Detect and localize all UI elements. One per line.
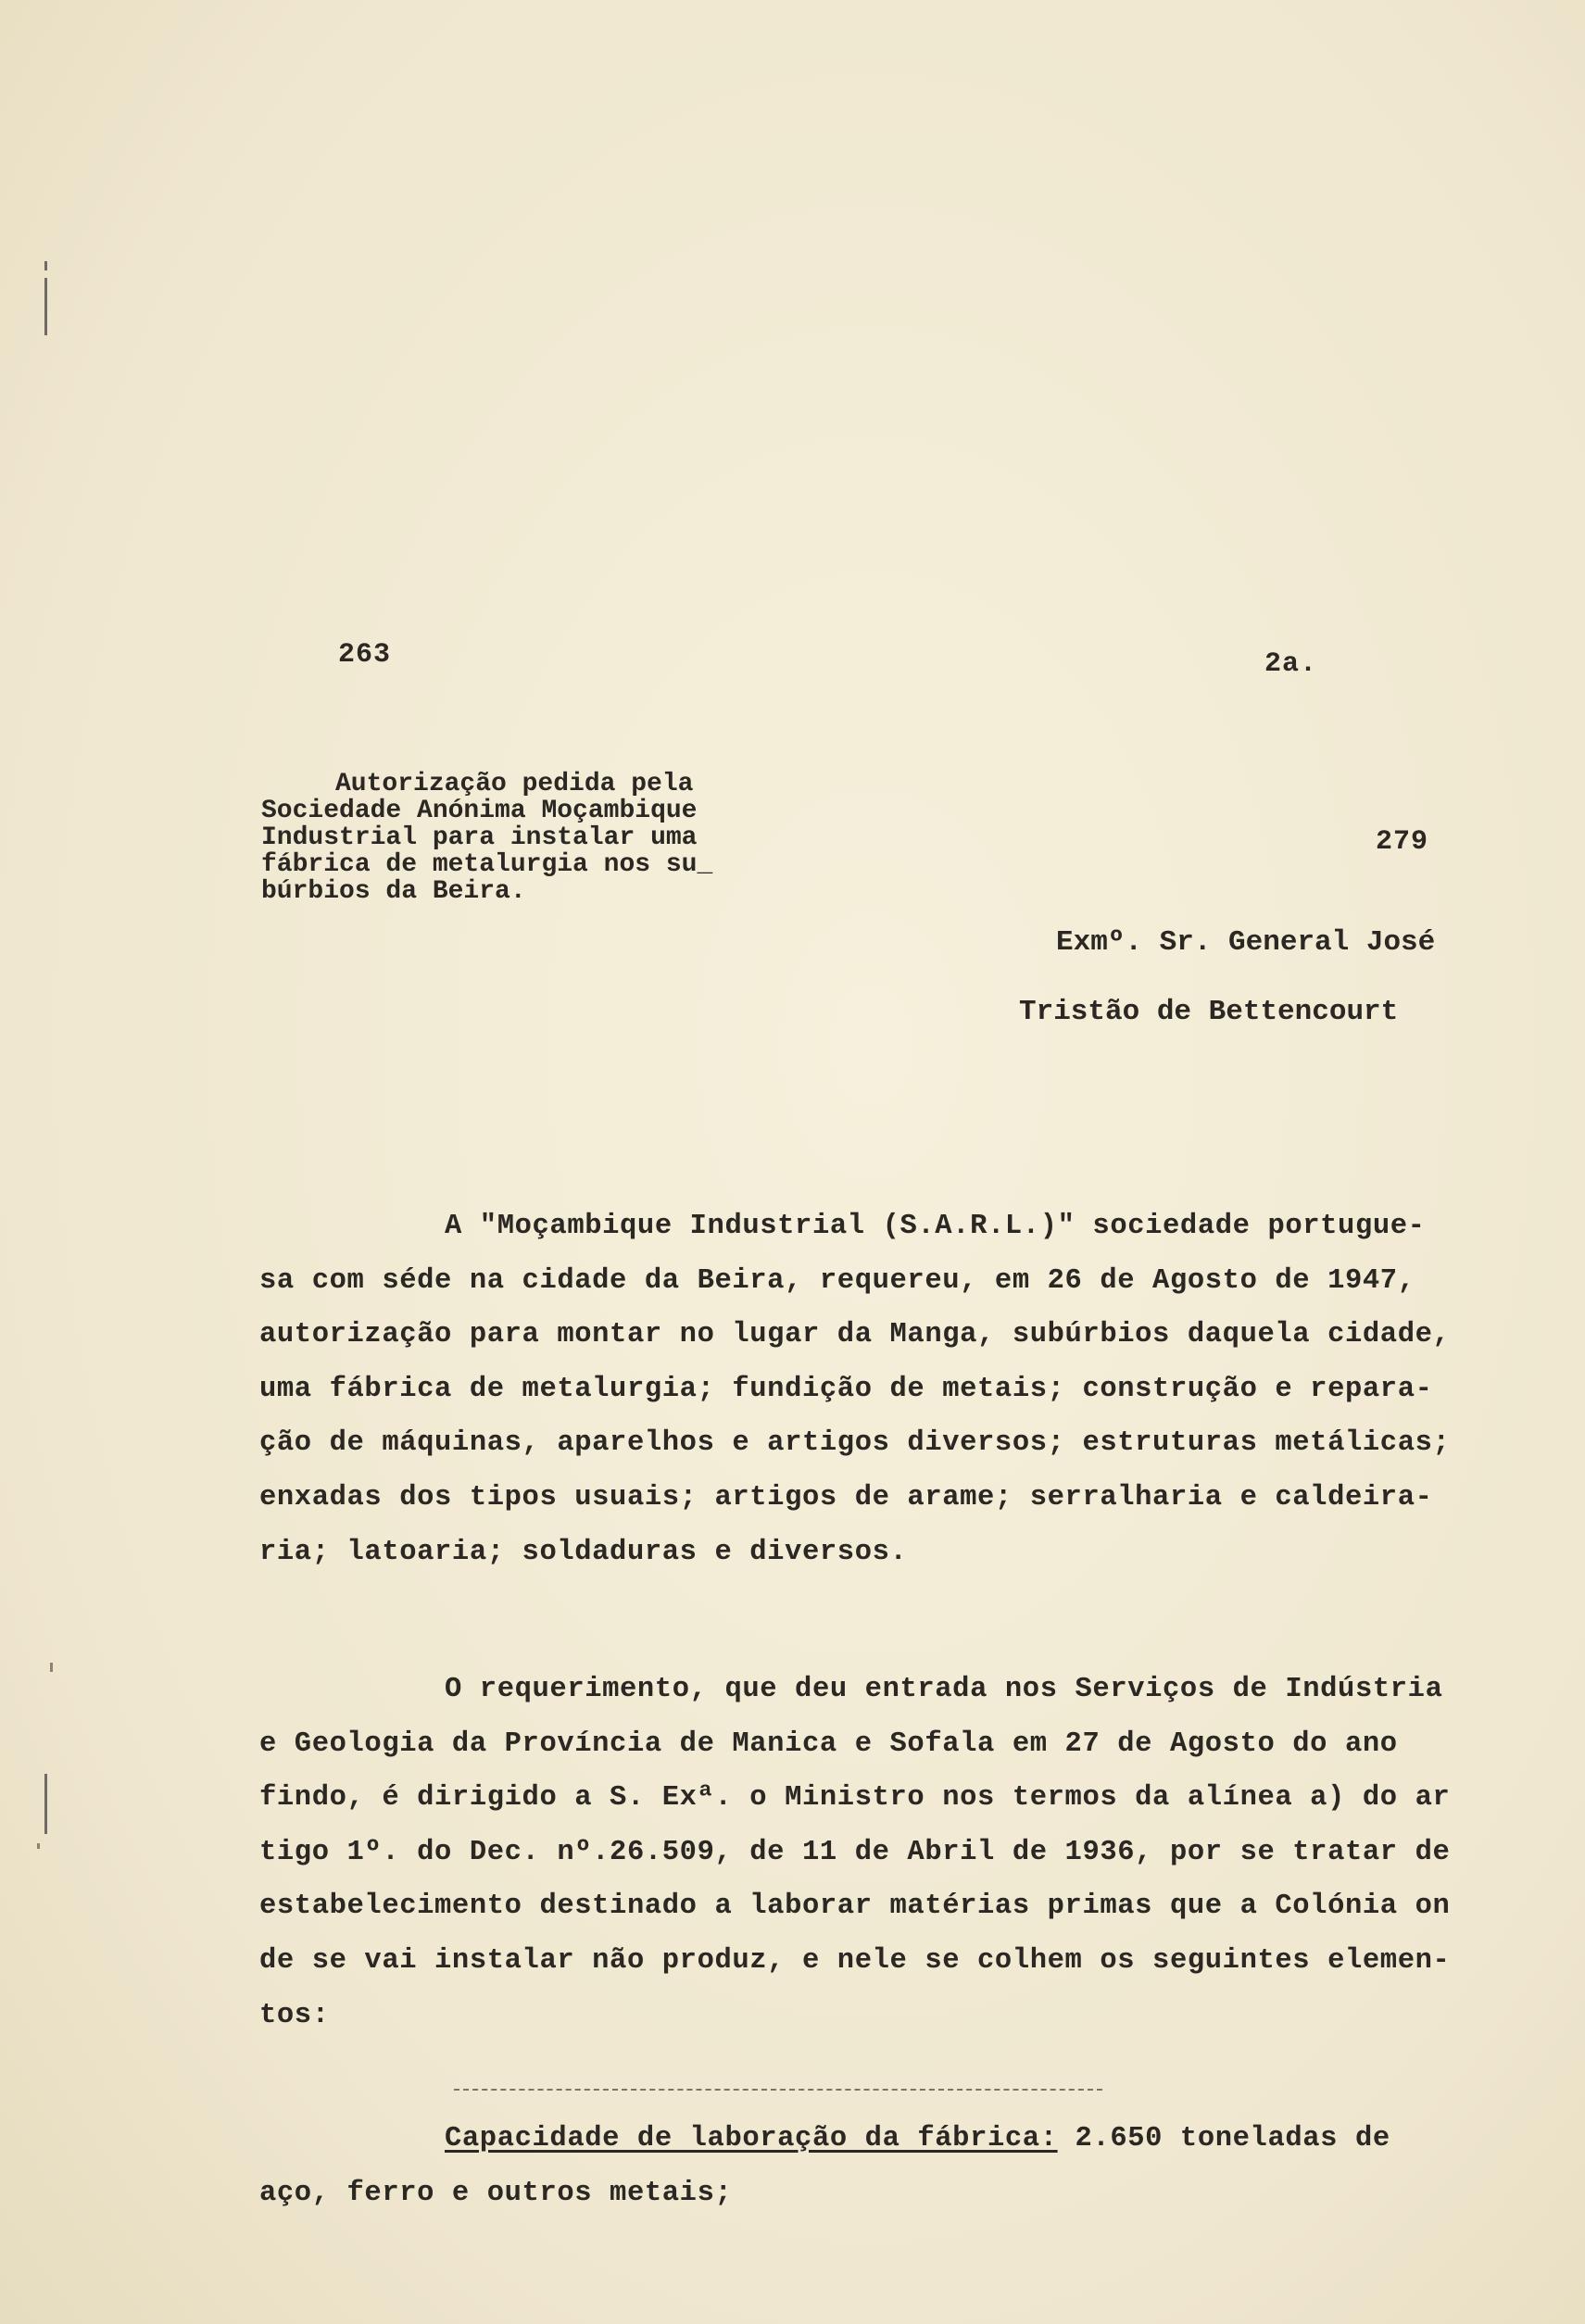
paragraph-line: uma fábrica de metalurgia; fundição de metais; construção e repara- xyxy=(259,1373,1433,1405)
binder-mark xyxy=(44,1774,47,1834)
page-number-left: 263 xyxy=(338,639,392,671)
paragraph-line: sa com séde na cidade da Beira, requereu, em 26 de Agosto de 1947, xyxy=(259,1264,1415,1297)
capacity-paragraph xyxy=(259,2112,1390,2220)
paragraph-2 xyxy=(259,1663,1450,2042)
paragraph-line: tos: xyxy=(259,1999,330,2031)
paragraph-line xyxy=(259,2112,1390,2167)
subject-line: búrbios da Beira. xyxy=(261,877,526,906)
subject-line: Sociedade Anónima Moçambique xyxy=(261,797,698,825)
addressee-line-2: Tristão de Bettencourt xyxy=(1019,996,1399,1028)
copy-ordinal: 2a. xyxy=(1264,648,1318,680)
paragraph-line: aço, ferro e outros metais; xyxy=(259,2177,733,2209)
paragraph-line: tigo 1º. do Dec. nº.26.509, de 11 de Abril de 1936, por se tratar de xyxy=(259,1836,1451,1868)
paragraph-line: estabelecimento destinado a laborar matérias primas que a Colónia on xyxy=(259,1891,1451,1923)
paragraph-line: autorização para montar no lugar da Manga, subúrbios daquela cidade, xyxy=(259,1319,1451,1351)
paragraph-line: enxadas dos tipos usuais; artigos de arame; serralharia e caldeira- xyxy=(259,1481,1433,1514)
binder-mark xyxy=(44,261,47,270)
paper-speck xyxy=(50,1663,53,1672)
paragraph-line: A "Moçambique Industrial (S.A.R.L.)" sociedade portugue- xyxy=(445,1211,1426,1242)
paragraph-line: O requerimento, que deu entrada nos Serviços de Indústria xyxy=(445,1674,1443,1705)
paragraph-1 xyxy=(259,1200,1450,1579)
capacity-value: 2.650 toneladas de xyxy=(1057,2123,1390,2154)
document-number: 279 xyxy=(1376,826,1429,858)
subject-line: Industrial para instalar uma xyxy=(261,823,698,852)
subject-line: fábrica de metalurgia nos su_ xyxy=(261,850,713,879)
binder-mark xyxy=(44,278,47,335)
paragraph-line: ria; latoaria; soldaduras e diversos. xyxy=(259,1536,908,1568)
subject-block xyxy=(261,771,712,905)
paragraph-line: findo, é dirigido a S. Exª. o Ministro nos termos da alínea a) do ar xyxy=(259,1782,1451,1815)
paragraph-line: ção de máquinas, aparelhos e artigos diversos; estruturas metálicas; xyxy=(259,1427,1451,1460)
subject-line: Autorização pedida pela xyxy=(335,770,694,798)
paragraph-line: e Geologia da Província de Manica e Sofala em 27 de Agosto do ano xyxy=(259,1727,1398,1760)
addressee-line-1: Exmº. Sr. General José xyxy=(1056,926,1436,959)
paragraph-line: de se vai instalar não produz, e nele se colhem os seguintes elemen- xyxy=(259,1944,1451,1977)
dashed-separator xyxy=(454,2089,1102,2091)
capacity-label: Capacidade de laboração da fábrica: xyxy=(445,2123,1058,2154)
paper-speck xyxy=(37,1843,40,1849)
